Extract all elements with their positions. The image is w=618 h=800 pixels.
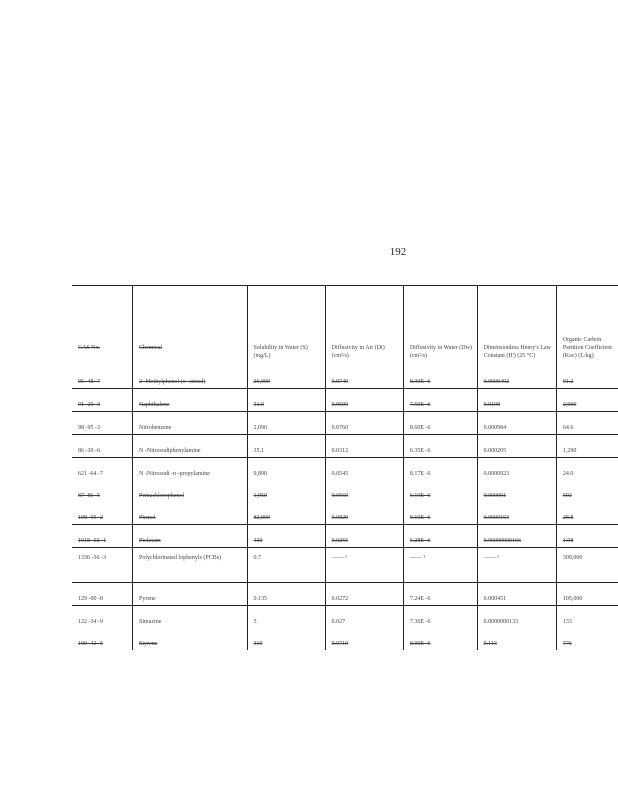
table-row: [72, 435, 618, 458]
cell-diffusivity-air: 0.0740: [325, 366, 403, 389]
cell-solubility: 2,090: [247, 412, 325, 435]
cell-cas: 129 -00 -0: [72, 583, 133, 606]
table-header-row: [72, 286, 618, 367]
table-row: [72, 628, 618, 650]
cell-koc: 309,000: [556, 548, 618, 583]
cell-solubility: 31.0: [247, 389, 325, 412]
cell-henry-constant: 0.00000000166: [477, 525, 556, 548]
cell-diffusivity-water: 8.30E -6: [403, 366, 477, 389]
cell-henry-constant: 0.0000163: [477, 502, 556, 525]
cell-solubility: 9,890: [247, 458, 325, 481]
cell-koc: 1,290: [556, 435, 618, 458]
cell-chemical: Picloram: [133, 525, 247, 548]
cell-henry-constant: 0.000984: [477, 412, 556, 435]
cell-henry-constant: 0.000451: [477, 583, 556, 606]
cell-henry-constant: 0.000001: [477, 480, 556, 502]
cell-solubility: 0.135: [247, 583, 325, 606]
cell-koc: 64.6: [556, 412, 618, 435]
cell-koc: 28.8: [556, 502, 618, 525]
cell-solubility: 35.1: [247, 435, 325, 458]
table-row: [72, 606, 618, 629]
cell-koc: 133: [556, 606, 618, 629]
header-henry-constant: Dimensionless Henry's Law Constant (H') (25 °C): [477, 286, 556, 367]
cell-diffusivity-air: —— ¹: [325, 548, 403, 583]
cell-diffusivity-water: 8.60E -6: [403, 412, 477, 435]
cell-cas: 87 -86 -5: [78, 493, 100, 499]
cell-henry-constant: 0.0000923: [477, 458, 556, 481]
cell-diffusivity-water: 9.10E -6: [403, 502, 477, 525]
cell-diffusivity-water: 6.35E -6: [403, 435, 477, 458]
header-koc: Organic Carbon Partition Coefficient (Koc) (L/kg): [556, 286, 618, 367]
cell-koc: 2,000: [556, 389, 618, 412]
cell-koc: 24.0: [556, 458, 618, 481]
cell-solubility: 5: [247, 606, 325, 629]
cell-cas: 95 -48 -7: [78, 379, 100, 385]
cell-cas: 122 -34 -9: [72, 606, 133, 629]
table-row: [72, 412, 618, 435]
cell-henry-constant: 0.0000000133: [477, 606, 556, 629]
cell-diffusivity-air: 0.0710: [325, 628, 403, 650]
table-row: [72, 502, 618, 525]
cell-henry-constant: 0.0000492: [477, 366, 556, 389]
cell-diffusivity-water: 8.17E -6: [403, 458, 477, 481]
header-diffusivity-air: Diffusivity in Air (Di) (cm²/s): [325, 286, 403, 367]
cell-diffusivity-water: 7.24E -6: [403, 583, 477, 606]
cell-chemical: Polychlorinated biphenyls (PCBs): [133, 548, 247, 583]
cell-henry-constant: —— ¹: [477, 548, 556, 583]
cell-diffusivity-water: —— ¹: [403, 548, 477, 583]
cell-diffusivity-water: 7.50E -6: [403, 389, 477, 412]
chemical-properties-table: [72, 285, 618, 650]
cell-chemical: N -Nitrosodiphenylamine: [133, 435, 247, 458]
table-row: [72, 583, 618, 606]
header-chemical: Chemical: [133, 286, 247, 367]
cell-cas: 100 -42 -5: [78, 641, 103, 647]
cell-chemical: 2 -Methylphenol (o -cresol): [133, 366, 247, 389]
table-row: [72, 480, 618, 502]
cell-solubility: 310: [247, 628, 325, 650]
cell-chemical: Simazine: [133, 606, 247, 629]
page-number: 192: [389, 246, 407, 258]
cell-henry-constant: 0.000205: [477, 435, 556, 458]
cell-koc: 592: [556, 480, 618, 502]
cell-diffusivity-water: 6.10E -6: [403, 480, 477, 502]
cell-koc: 91.2: [556, 366, 618, 389]
cell-solubility: 1,950: [247, 480, 325, 502]
cell-diffusivity-air: 0.0312: [325, 435, 403, 458]
cell-diffusivity-air: 0.0255: [325, 525, 403, 548]
cell-solubility: 82,800: [247, 502, 325, 525]
cell-diffusivity-air: 0.0760: [325, 412, 403, 435]
cell-cas: 621 -64 -7: [72, 458, 133, 481]
cell-diffusivity-air: 0.0820: [325, 502, 403, 525]
cell-solubility: 430: [247, 525, 325, 548]
table-row: [72, 458, 618, 481]
cell-koc: 776: [556, 628, 618, 650]
cell-koc: 1.98: [556, 525, 618, 548]
cell-diffusivity-air: 0.0590: [325, 389, 403, 412]
cell-chemical: Phenol: [133, 502, 247, 525]
cell-chemical: Pyrene: [133, 583, 247, 606]
cell-cas: 1918 -02 -1: [72, 525, 133, 548]
cell-chemical: Naphthalene: [133, 389, 247, 412]
cell-chemical: N -Nitrosodi -n -propylamine: [133, 458, 247, 481]
cell-diffusivity-air: 0.0560: [325, 480, 403, 502]
cell-solubility: 0.7: [247, 548, 325, 583]
cell-diffusivity-air: 0.0545: [325, 458, 403, 481]
header-cas: CAS No.: [72, 286, 133, 367]
cell-koc: 105,000: [556, 583, 618, 606]
cell-diffusivity-air: 0.0272: [325, 583, 403, 606]
cell-henry-constant: 0.0198: [477, 389, 556, 412]
cell-cas: 108 -95 -2: [78, 515, 103, 521]
table-row: [72, 548, 618, 583]
cell-chemical: Styrene: [133, 628, 247, 650]
cell-diffusivity-water: 8.00E -6: [403, 628, 477, 650]
cell-cas: 86 -30 -6: [72, 435, 133, 458]
cell-solubility: 26,000: [247, 366, 325, 389]
table-row: [72, 366, 618, 389]
cell-cas: 1336 -36 -3: [72, 548, 133, 583]
cell-diffusivity-water: 5.28E -6: [403, 525, 477, 548]
cell-henry-constant: 0.113: [477, 628, 556, 650]
cell-diffusivity-water: 7.36E -6: [403, 606, 477, 629]
cell-chemical: Pentachlorophenol: [133, 480, 247, 502]
header-solubility: Solubility in Water (S) (mg/L): [247, 286, 325, 367]
header-diffusivity-water: Diffusivity in Water (Dw) (cm²/s): [403, 286, 477, 367]
cell-chemical: Nitrobenzene: [133, 412, 247, 435]
cell-cas: 91 -20 -3: [72, 389, 133, 412]
table-row: [72, 389, 618, 412]
table-row: [72, 525, 618, 548]
cell-diffusivity-air: 0.027: [325, 606, 403, 629]
cell-cas: 98 -95 -3: [72, 412, 133, 435]
